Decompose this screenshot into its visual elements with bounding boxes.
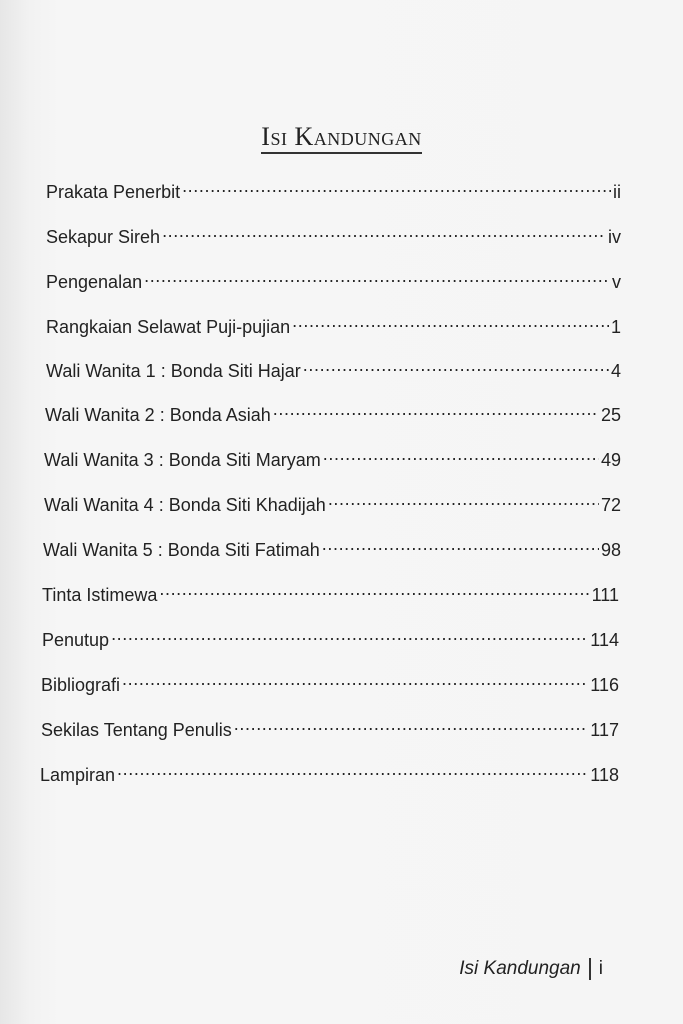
toc-leader-dots xyxy=(162,221,606,243)
toc-entry-page: v xyxy=(612,272,621,292)
toc-entry-page: 116 xyxy=(590,675,619,695)
toc-entry-label: Prakata Penerbit xyxy=(46,182,181,202)
toc-leader-dots xyxy=(323,444,599,466)
toc-entry-label: Wali Wanita 3 : Bonda Siti Maryam xyxy=(44,450,321,470)
toc-entry xyxy=(41,714,619,741)
toc-entry-label: Pengenalan xyxy=(46,272,143,292)
toc-leader-dots xyxy=(234,714,589,736)
toc-entry-label: Bibliografi xyxy=(41,675,121,695)
toc-entry-label: Penutup xyxy=(42,630,110,650)
toc-entry-page: 4 xyxy=(610,361,621,381)
toc-entry xyxy=(46,355,621,382)
toc-entry-page: 25 xyxy=(600,405,621,425)
toc-leader-dots xyxy=(117,759,588,781)
toc-entry-page: 1 xyxy=(610,317,621,337)
toc-entry xyxy=(45,399,621,426)
toc-leader-dots xyxy=(144,266,610,288)
toc-entry-label: Wali Wanita 2 : Bonda Asiah xyxy=(45,405,271,425)
toc-entry-page: 118 xyxy=(590,765,619,785)
toc-entry xyxy=(42,624,619,651)
toc-entry-label: Wali Wanita 5 : Bonda Siti Fatimah xyxy=(43,540,320,560)
toc-entry xyxy=(42,579,619,606)
toc-entry-page: ii xyxy=(613,182,621,202)
toc-leader-dots xyxy=(322,534,599,556)
toc-entry xyxy=(44,444,621,471)
toc-leader-dots xyxy=(328,489,599,511)
toc-entry-label: Wali Wanita 4 : Bonda Siti Khadijah xyxy=(44,495,326,515)
toc-entry xyxy=(46,266,621,293)
toc-entry-label: Wali Wanita 1 : Bonda Siti Hajar xyxy=(46,361,301,381)
toc-entry xyxy=(40,759,619,786)
toc-entry-page: 117 xyxy=(590,720,619,740)
toc-leader-dots xyxy=(303,355,609,377)
toc-entry-label: Sekilas Tentang Penulis xyxy=(41,720,232,740)
toc-entry-label: Tinta Istimewa xyxy=(42,585,158,605)
toc-entry-page: 111 xyxy=(591,585,619,605)
toc-entry-page: 114 xyxy=(590,630,619,650)
footer-divider xyxy=(589,958,591,980)
toc-leader-dots xyxy=(159,579,589,601)
page-title-text: Isi Kandungan xyxy=(261,122,421,154)
toc-entry xyxy=(46,221,621,248)
footer-section-title: Isi Kandungan xyxy=(459,958,581,979)
toc-entry xyxy=(43,534,621,561)
toc-entry-label: Lampiran xyxy=(40,765,116,785)
toc-entry-page: 49 xyxy=(600,450,621,470)
footer-page-number: i xyxy=(598,958,603,979)
toc-entry-page: iv xyxy=(608,227,621,247)
page-footer xyxy=(459,958,603,980)
toc-entry xyxy=(41,669,619,696)
toc-entry-page: 72 xyxy=(600,495,621,515)
toc-leader-dots xyxy=(111,624,588,646)
toc-leader-dots xyxy=(122,669,588,691)
toc-entry xyxy=(44,489,621,516)
toc-leader-dots xyxy=(182,176,611,198)
toc-leader-dots xyxy=(292,311,609,333)
toc-entry-page: 98 xyxy=(600,540,621,560)
toc-leader-dots xyxy=(273,399,599,421)
toc-entry-label: Rangkaian Selawat Puji-pujian xyxy=(46,317,291,337)
toc-entry-label: Sekapur Sireh xyxy=(46,227,161,247)
toc-entry xyxy=(46,311,621,338)
toc-entry xyxy=(46,176,621,203)
